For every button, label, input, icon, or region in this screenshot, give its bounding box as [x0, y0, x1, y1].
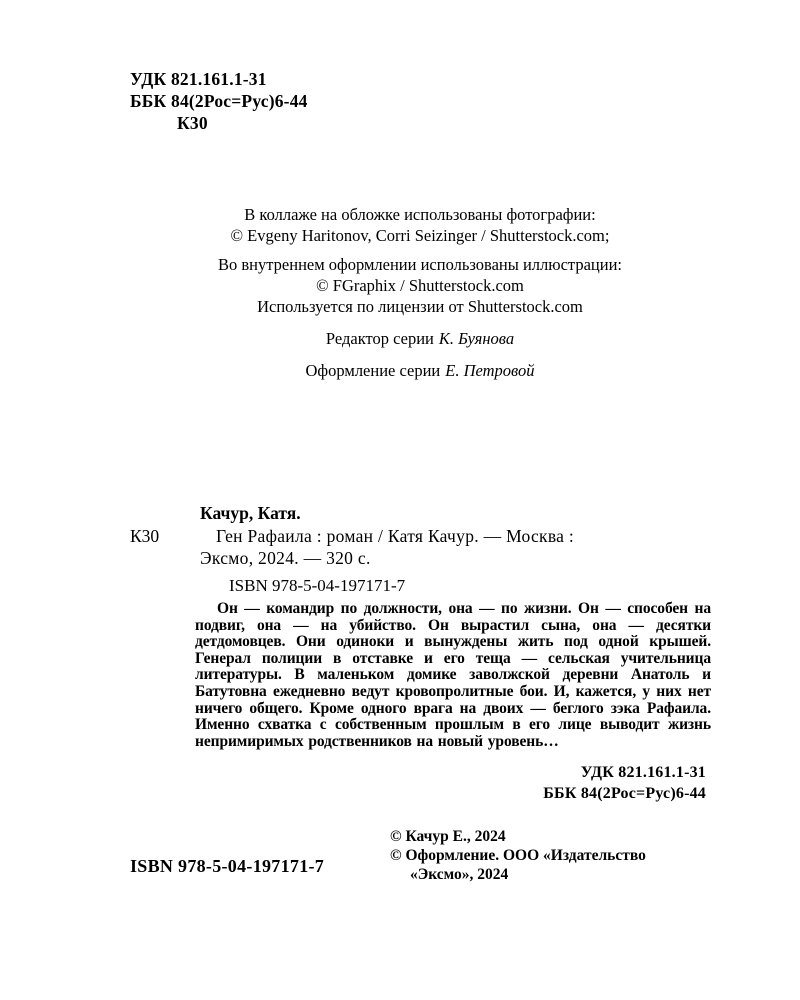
- copyright-author: © Качур Е., 2024: [390, 828, 506, 845]
- top-codes-block: [130, 68, 308, 134]
- catalog-title-line2: Эксмо, 2024. — 320 с.: [200, 548, 371, 568]
- cover-credit-names: © Evgeny Haritonov, Corri Seizinger / Shutterstock.com;: [230, 226, 610, 245]
- bbk-code-right: ББК 84(2Рос=Рус)6-44: [543, 785, 706, 802]
- udk-code: УДК 821.161.1-31: [130, 69, 267, 89]
- catalog-author: Качур, Катя.: [200, 503, 301, 523]
- catalog-isbn: ISBN 978-5-04-197171-7: [229, 576, 406, 595]
- udk-code-right: УДК 821.161.1-31: [580, 764, 706, 781]
- series-editor-name: К. Буянова: [438, 329, 515, 348]
- series-designer-line: [100, 360, 740, 381]
- cover-credits: [100, 204, 740, 246]
- series-designer-label: Оформление серии: [305, 361, 441, 380]
- interior-credit-names: © FGraphix / Shutterstock.com: [316, 276, 524, 295]
- footer-isbn: ISBN 978-5-04-197171-7: [130, 856, 325, 876]
- bbk-code: ББК 84(2Рос=Рус)6-44: [130, 91, 308, 111]
- series-editor-line: [100, 328, 740, 349]
- credits-block: [100, 204, 740, 381]
- cover-credit-intro: В коллаже на обложке использованы фотографии:: [244, 205, 596, 224]
- copyright-block: [390, 827, 646, 884]
- copyright-design-line1: © Оформление. ООО «Издательство: [390, 847, 646, 864]
- license-note: Используется по лицензии от Shutterstock.com: [257, 297, 583, 316]
- interior-credit-intro: Во внутреннем оформлении использованы иллюстрации:: [218, 255, 622, 274]
- interior-credits: [100, 254, 740, 317]
- book-annotation: Он — командир по должности, она — по жизни. Он — способен на подвиг, она — на убийство. Он вырастил сына, она — десятки детдомовцев. Они одиноки и вынуждены жить под одной крышей. Генерал полиции в отставке и его теща — сельская учительница литературы. В маленьком домике заволжской деревни Анатоль и Батутовна ежедневно ведут кровопролитные бои. И, кажется, у них нет ничего общего. Кроме одного врага на двоих — беглого зэка Рафаила. Именно схватка с собственным прошлым в его лице выводит жизнь непримиримых родственников на новый уровень…: [195, 600, 711, 750]
- classification-code: К30: [177, 113, 208, 133]
- series-editor-label: Редактор серии: [325, 329, 434, 348]
- copyright-design-line2: «Эксмо», 2024: [410, 866, 509, 883]
- right-codes-block: [400, 762, 706, 804]
- catalog-code: К30: [130, 526, 160, 546]
- catalog-title-line1: Ген Рафаила : роман / Катя Качур. — Москва :: [216, 526, 575, 546]
- series-designer-name: Е. Петровой: [445, 361, 535, 380]
